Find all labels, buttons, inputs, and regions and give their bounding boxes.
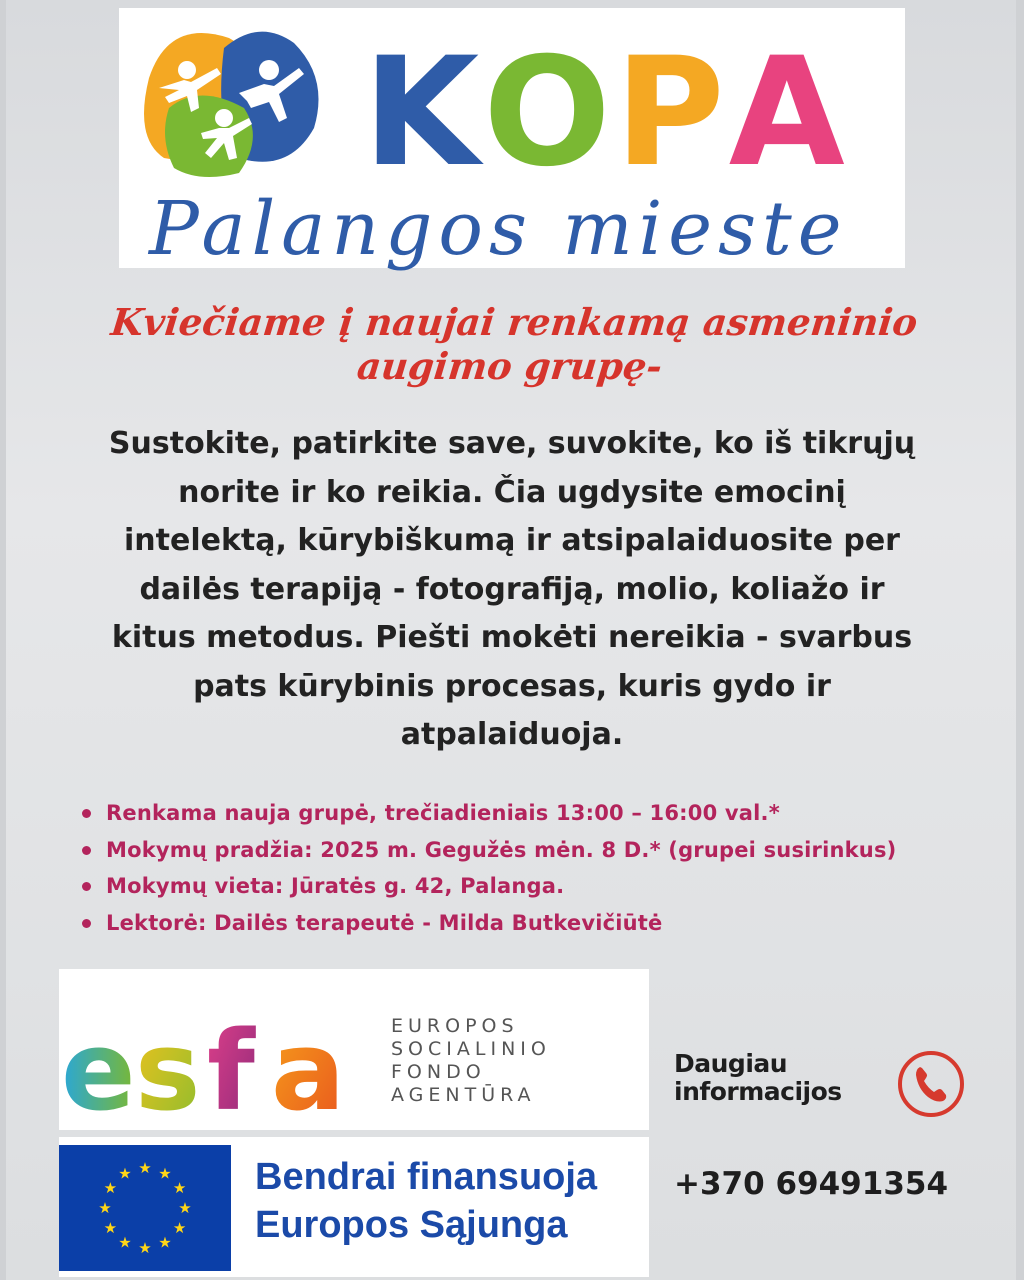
esfa-name-line: FONDO xyxy=(391,1061,486,1083)
svg-text:s: s xyxy=(135,1007,201,1130)
kopa-logo-banner xyxy=(119,8,905,272)
kopa-letter-o: O xyxy=(483,26,615,200)
esfa-logo-box xyxy=(59,969,649,1130)
eu-stars-ring xyxy=(59,1145,231,1271)
kopa-emblem-logo xyxy=(129,8,359,178)
more-info-line-2: informacijos xyxy=(674,1077,842,1106)
kopa-letter-p: P xyxy=(614,26,729,200)
eu-star-icon: ★ xyxy=(118,1233,132,1252)
phone-icon[interactable] xyxy=(896,1049,966,1119)
eu-star-icon: ★ xyxy=(158,1164,172,1183)
eu-star-icon: ★ xyxy=(172,1179,187,1197)
eu-star-icon: ★ xyxy=(138,1239,152,1257)
kopa-subtitle: Palangos mieste xyxy=(149,186,848,272)
list-item xyxy=(76,868,1006,905)
bullet-dot-icon xyxy=(82,919,91,928)
eu-star-icon: ★ xyxy=(98,1199,112,1217)
eu-star-icon: ★ xyxy=(172,1219,187,1237)
list-item xyxy=(76,905,1006,942)
description-paragraph xyxy=(60,420,964,760)
bullet-dot-icon xyxy=(82,809,91,818)
eu-text-line-1: Bendrai finansuoja xyxy=(255,1156,598,1198)
svg-text:f: f xyxy=(207,1007,255,1130)
frame-left-edge xyxy=(0,0,6,1280)
description-line: pats kūrybinis procesas, kuris gydo ir xyxy=(193,668,831,704)
eu-text-line-2: Europos Sąjunga xyxy=(255,1204,568,1246)
frame-right-edge xyxy=(1016,0,1024,1280)
eu-star-icon: ★ xyxy=(103,1219,118,1237)
esfa-name-line: SOCIALINIO xyxy=(391,1038,551,1060)
eu-star-icon: ★ xyxy=(118,1164,132,1183)
eu-cofinancing-text xyxy=(255,1153,597,1249)
description-line: dailės terapiją - fotografiją, molio, koliažo ir xyxy=(139,571,885,607)
description-line: norite ir ko reikia. Čia ugdysite emocinį xyxy=(178,474,846,510)
details-list xyxy=(76,795,1006,941)
list-item xyxy=(76,832,1006,869)
list-item-text: Renkama nauja grupė, trečiadieniais 13:00 – 16:00 val.* xyxy=(106,801,780,825)
description-line: atpalaiduoja. xyxy=(400,717,624,752)
description-line: kitus metodus. Piešti mokėti nereikia - svarbus xyxy=(111,620,913,655)
list-item-text: Mokymų vieta: Jūratės g. 42, Palanga. xyxy=(106,874,565,898)
kopa-wordmark xyxy=(363,26,849,200)
kopa-letter-k: K xyxy=(363,26,484,200)
esfa-logo-mark xyxy=(59,969,369,1130)
esfa-name-line: EUROPOS xyxy=(391,1015,519,1037)
bullet-dot-icon xyxy=(82,846,91,855)
esfa-agency-name xyxy=(391,1015,551,1107)
invitation-heading xyxy=(55,300,968,388)
invitation-line-1: Kviečiame į naujai renkamą asmeninio xyxy=(108,300,920,344)
kopa-letter-a: A xyxy=(728,26,849,200)
eu-star-icon: ★ xyxy=(103,1179,118,1197)
phone-number[interactable]: +370 69491354 xyxy=(674,1166,949,1202)
eu-star-icon: ★ xyxy=(158,1233,172,1252)
bullet-dot-icon xyxy=(82,882,91,891)
description-line: intelektą, kūrybiškumą ir atsipalaiduosite per xyxy=(124,523,900,558)
list-item-text: Lektorė: Dailės terapeutė - Milda Butkevičiūtė xyxy=(106,910,663,935)
more-info-line-1: Daugiau xyxy=(674,1049,788,1078)
svg-text:a: a xyxy=(271,1007,346,1130)
eu-star-icon: ★ xyxy=(178,1199,192,1217)
eu-star-icon: ★ xyxy=(138,1159,152,1177)
description-line: Sustokite, patirkite save, suvokite, ko iš tikrųjų xyxy=(108,426,916,461)
list-item xyxy=(76,795,1006,832)
svg-text:e: e xyxy=(61,1007,136,1130)
list-item-text: Mokymų pradžia: 2025 m. Gegužės mėn. 8 D.* (grupei susirinkus) xyxy=(106,837,897,862)
more-info-label xyxy=(674,1050,842,1106)
eu-flag-icon xyxy=(59,1145,231,1271)
esfa-name-line: AGENTŪRA xyxy=(391,1084,536,1106)
eu-cofinancing-box xyxy=(59,1137,649,1277)
invitation-line-2: augimo grupę- xyxy=(355,344,665,388)
